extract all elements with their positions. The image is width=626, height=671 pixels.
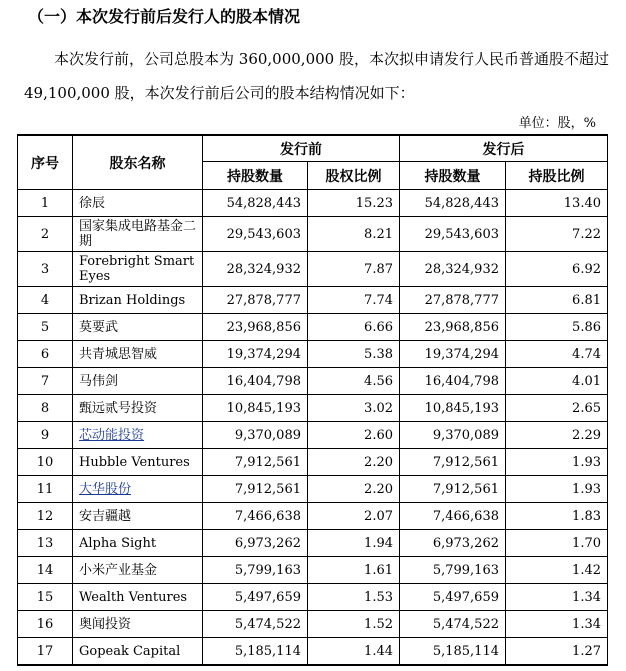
row-shares-before: 5,474,522 bbox=[203, 611, 308, 638]
table-row bbox=[18, 395, 608, 422]
section-heading: （一）本次发行前后发行人的股本情况 bbox=[28, 7, 301, 26]
table-row bbox=[18, 611, 608, 638]
row-shares-after: 23,968,856 bbox=[400, 314, 506, 341]
row-seq: 17 bbox=[18, 638, 73, 666]
row-ratio-before: 2.20 bbox=[308, 449, 400, 476]
row-ratio-after: 1.27 bbox=[506, 638, 608, 666]
row-shareholder-name: 莫要武 bbox=[73, 314, 203, 341]
row-seq: 2 bbox=[18, 217, 73, 252]
row-seq: 1 bbox=[18, 190, 73, 217]
table-row bbox=[18, 422, 608, 449]
row-seq: 16 bbox=[18, 611, 73, 638]
row-shareholder-name: Alpha Sight bbox=[73, 530, 203, 557]
row-shares-after: 19,374,294 bbox=[400, 341, 506, 368]
col-header-shares-before: 持股数量 bbox=[203, 162, 308, 190]
row-shares-before: 6,973,262 bbox=[203, 530, 308, 557]
row-shares-before: 5,185,114 bbox=[203, 638, 308, 666]
col-header-name: 股东名称 bbox=[73, 135, 203, 190]
table-header-row bbox=[18, 135, 608, 162]
row-shares-after: 7,912,561 bbox=[400, 476, 506, 503]
table-row bbox=[18, 287, 608, 314]
table-body bbox=[18, 190, 608, 666]
row-ratio-after: 7.22 bbox=[506, 217, 608, 252]
row-shares-after: 5,474,522 bbox=[400, 611, 506, 638]
col-group-after: 发行后 bbox=[400, 135, 608, 162]
table-row bbox=[18, 368, 608, 395]
row-shares-before: 29,543,603 bbox=[203, 217, 308, 252]
row-ratio-after: 1.93 bbox=[506, 476, 608, 503]
row-shares-after: 5,497,659 bbox=[400, 584, 506, 611]
intro-paragraph-text: 本次发行前，公司总股本为 360,000,000 股，本次拟申请发行人民币普通股不超过 49,100,000 股，本次发行前后公司的股本结构情况如下： bbox=[24, 50, 609, 102]
table-row bbox=[18, 217, 608, 252]
row-shares-after: 27,878,777 bbox=[400, 287, 506, 314]
row-shareholder-name: 安吉疆越 bbox=[73, 503, 203, 530]
row-ratio-before: 1.52 bbox=[308, 611, 400, 638]
row-shareholder-name: 共青城思智威 bbox=[73, 341, 203, 368]
row-shares-before: 23,968,856 bbox=[203, 314, 308, 341]
row-ratio-before: 8.21 bbox=[308, 217, 400, 252]
row-shares-before: 16,404,798 bbox=[203, 368, 308, 395]
table-row bbox=[18, 503, 608, 530]
row-seq: 11 bbox=[18, 476, 73, 503]
row-ratio-after: 4.74 bbox=[506, 341, 608, 368]
row-shares-before: 19,374,294 bbox=[203, 341, 308, 368]
row-seq: 4 bbox=[18, 287, 73, 314]
row-ratio-after: 6.92 bbox=[506, 252, 608, 287]
row-ratio-before: 2.07 bbox=[308, 503, 400, 530]
row-seq: 7 bbox=[18, 368, 73, 395]
row-shareholder-name: 国家集成电路基金二期 bbox=[73, 217, 203, 252]
row-ratio-after: 6.81 bbox=[506, 287, 608, 314]
row-seq: 15 bbox=[18, 584, 73, 611]
row-shares-before: 27,878,777 bbox=[203, 287, 308, 314]
row-shares-after: 29,543,603 bbox=[400, 217, 506, 252]
table-row bbox=[18, 341, 608, 368]
table-row bbox=[18, 190, 608, 217]
intro-paragraph bbox=[24, 42, 612, 110]
row-seq: 3 bbox=[18, 252, 73, 287]
row-ratio-before: 7.87 bbox=[308, 252, 400, 287]
row-shareholder-name: 徐辰 bbox=[73, 190, 203, 217]
row-ratio-before: 3.02 bbox=[308, 395, 400, 422]
table-row bbox=[18, 584, 608, 611]
share-structure-table bbox=[17, 134, 608, 666]
row-shareholder-name: Forebright Smart Eyes bbox=[73, 252, 203, 287]
row-shares-after: 16,404,798 bbox=[400, 368, 506, 395]
row-shares-after: 54,828,443 bbox=[400, 190, 506, 217]
row-ratio-before: 15.23 bbox=[308, 190, 400, 217]
row-seq: 10 bbox=[18, 449, 73, 476]
row-ratio-before: 5.38 bbox=[308, 341, 400, 368]
row-shareholder-name: 马伟剑 bbox=[73, 368, 203, 395]
row-ratio-before: 1.53 bbox=[308, 584, 400, 611]
row-ratio-before: 2.20 bbox=[308, 476, 400, 503]
col-group-before: 发行前 bbox=[203, 135, 400, 162]
row-shares-before: 9,370,089 bbox=[203, 422, 308, 449]
row-ratio-after: 13.40 bbox=[506, 190, 608, 217]
col-header-shares-after: 持股数量 bbox=[400, 162, 506, 190]
row-seq: 12 bbox=[18, 503, 73, 530]
row-ratio-before: 1.61 bbox=[308, 557, 400, 584]
col-header-ratio-before: 股权比例 bbox=[308, 162, 400, 190]
row-shareholder-name: 奥闻投资 bbox=[73, 611, 203, 638]
row-seq: 13 bbox=[18, 530, 73, 557]
row-shares-before: 5,497,659 bbox=[203, 584, 308, 611]
row-ratio-after: 1.42 bbox=[506, 557, 608, 584]
row-shares-before: 28,324,932 bbox=[203, 252, 308, 287]
table-row bbox=[18, 449, 608, 476]
table-row bbox=[18, 530, 608, 557]
row-ratio-after: 1.34 bbox=[506, 611, 608, 638]
row-ratio-after: 1.34 bbox=[506, 584, 608, 611]
row-shares-before: 54,828,443 bbox=[203, 190, 308, 217]
row-shares-after: 10,845,193 bbox=[400, 395, 506, 422]
shareholder-link[interactable]: 芯动能投资 bbox=[79, 427, 145, 443]
row-shares-after: 9,370,089 bbox=[400, 422, 506, 449]
row-ratio-after: 2.29 bbox=[506, 422, 608, 449]
row-seq: 9 bbox=[18, 422, 73, 449]
row-seq: 14 bbox=[18, 557, 73, 584]
row-shareholder-name: Gopeak Capital bbox=[73, 638, 203, 666]
shareholder-link[interactable]: 大华股份 bbox=[79, 481, 132, 497]
row-ratio-before: 1.94 bbox=[308, 530, 400, 557]
row-ratio-after: 1.70 bbox=[506, 530, 608, 557]
row-shares-before: 7,912,561 bbox=[203, 449, 308, 476]
row-shareholder-name: Brizan Holdings bbox=[73, 287, 203, 314]
row-ratio-after: 1.93 bbox=[506, 449, 608, 476]
row-shares-before: 5,799,163 bbox=[203, 557, 308, 584]
row-shares-after: 5,185,114 bbox=[400, 638, 506, 666]
row-shares-after: 7,912,561 bbox=[400, 449, 506, 476]
row-ratio-after: 2.65 bbox=[506, 395, 608, 422]
row-ratio-before: 2.60 bbox=[308, 422, 400, 449]
row-ratio-before: 7.74 bbox=[308, 287, 400, 314]
row-seq: 6 bbox=[18, 341, 73, 368]
table-row bbox=[18, 476, 608, 503]
table-row bbox=[18, 252, 608, 287]
row-shareholder-name: Hubble Ventures bbox=[73, 449, 203, 476]
row-shares-after: 6,973,262 bbox=[400, 530, 506, 557]
row-shares-after: 28,324,932 bbox=[400, 252, 506, 287]
row-ratio-before: 1.44 bbox=[308, 638, 400, 666]
row-shareholder-name: 小米产业基金 bbox=[73, 557, 203, 584]
row-ratio-before: 4.56 bbox=[308, 368, 400, 395]
row-ratio-before: 6.66 bbox=[308, 314, 400, 341]
table-row bbox=[18, 638, 608, 666]
table-row bbox=[18, 314, 608, 341]
row-shares-after: 7,466,638 bbox=[400, 503, 506, 530]
row-shareholder-name bbox=[73, 476, 203, 503]
col-header-seq: 序号 bbox=[18, 135, 73, 190]
row-shareholder-name: Wealth Ventures bbox=[73, 584, 203, 611]
row-shares-after: 5,799,163 bbox=[400, 557, 506, 584]
row-shareholder-name bbox=[73, 422, 203, 449]
row-shares-before: 10,845,193 bbox=[203, 395, 308, 422]
row-ratio-after: 1.83 bbox=[506, 503, 608, 530]
row-ratio-after: 4.01 bbox=[506, 368, 608, 395]
unit-label: 单位：股，% bbox=[518, 116, 596, 131]
table-row bbox=[18, 557, 608, 584]
row-seq: 8 bbox=[18, 395, 73, 422]
row-seq: 5 bbox=[18, 314, 73, 341]
row-ratio-after: 5.86 bbox=[506, 314, 608, 341]
row-shareholder-name: 甄远贰号投资 bbox=[73, 395, 203, 422]
row-shares-before: 7,466,638 bbox=[203, 503, 308, 530]
row-shares-before: 7,912,561 bbox=[203, 476, 308, 503]
col-header-ratio-after: 持股比例 bbox=[506, 162, 608, 190]
